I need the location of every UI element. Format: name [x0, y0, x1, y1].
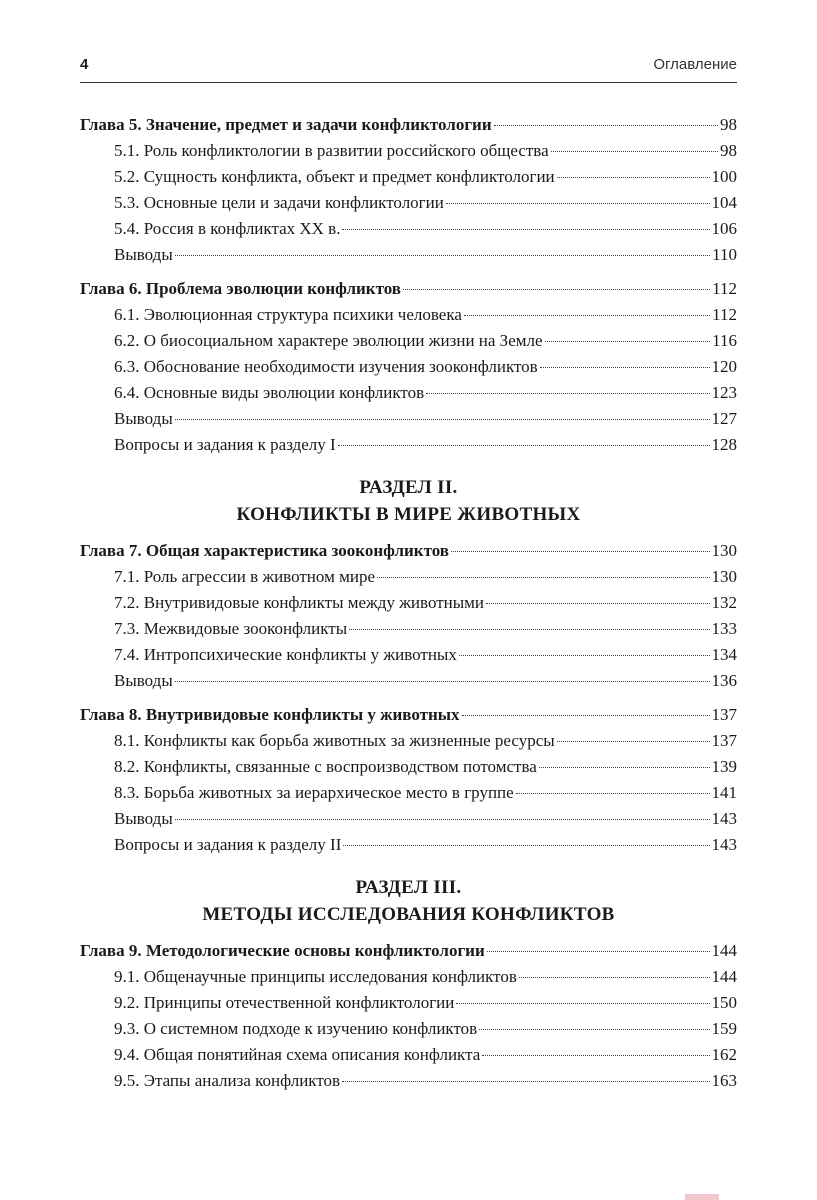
dot-leader [175, 819, 710, 820]
entry-page-number: 106 [711, 219, 737, 238]
toc-subsection-entry[interactable] [80, 354, 737, 380]
entry-title: 5.2. Сущность конфликта, объект и предмет конфликтологии [114, 167, 555, 186]
entry-title: Выводы [114, 671, 173, 690]
entry-title: Выводы [114, 245, 173, 264]
entry-page-number: 144 [711, 941, 737, 960]
entry-title: Выводы [114, 409, 173, 428]
entry-page-number: 143 [711, 809, 737, 828]
page-header [80, 56, 737, 83]
dot-leader [403, 289, 710, 290]
entry-title: 8.3. Борьба животных за иерархическое место в группе [114, 783, 514, 802]
entry-title: Глава 9. Методологические основы конфликтологии [80, 941, 485, 960]
section-heading [80, 474, 737, 528]
entry-page-number: 133 [711, 619, 737, 638]
dot-leader [456, 1003, 709, 1004]
dot-leader [175, 681, 710, 682]
entry-title: 9.2. Принципы отечественной конфликтологии [114, 993, 455, 1012]
toc-subsection-entry[interactable] [80, 1016, 737, 1042]
toc-chapter-entry[interactable] [80, 538, 737, 564]
corner-mark [685, 1194, 719, 1200]
dot-leader [519, 977, 710, 978]
entry-title: 6.3. Обоснование необходимости изучения зооконфликтов [114, 357, 538, 376]
entry-title: 9.5. Этапы анализа конфликтов [114, 1071, 341, 1090]
dot-leader [557, 741, 710, 742]
entry-title: Вопросы и задания к разделу I [114, 435, 336, 454]
toc-subsection-entry[interactable] [80, 328, 737, 354]
toc-subsection-entry[interactable] [80, 616, 737, 642]
entry-title: Глава 8. Внутривидовые конфликты у животных [80, 705, 460, 724]
dot-leader [545, 341, 711, 342]
dot-leader [426, 393, 709, 394]
dot-leader [175, 255, 710, 256]
section-number: РАЗДЕЛ III. [355, 877, 462, 898]
dot-leader [446, 203, 710, 204]
toc-subsection-entry[interactable] [80, 406, 737, 432]
toc-subsection-entry[interactable] [80, 806, 737, 832]
dot-leader [516, 793, 710, 794]
entry-title: 6.2. О биосоциальном характере эволюции жизни на Земле [114, 331, 543, 350]
entry-page-number: 136 [711, 671, 737, 690]
toc-subsection-entry[interactable] [80, 642, 737, 668]
entry-title: 5.3. Основные цели и задачи конфликтологии [114, 193, 444, 212]
section-number: РАЗДЕЛ II. [359, 477, 458, 498]
dot-leader [342, 229, 709, 230]
running-title: Оглавление [653, 56, 737, 73]
dot-leader [464, 315, 710, 316]
entry-page-number: 150 [711, 993, 737, 1012]
entry-page-number: 110 [712, 245, 737, 264]
entry-title: 7.4. Интропсихические конфликты у животных [114, 645, 457, 664]
toc-chapter-entry[interactable] [80, 276, 737, 302]
entry-page-number: 112 [712, 305, 737, 324]
entry-page-number: 130 [711, 541, 737, 560]
dot-leader [377, 577, 710, 578]
dot-leader [482, 1055, 709, 1056]
toc-chapter-entry[interactable] [80, 112, 737, 138]
dot-leader [451, 551, 710, 552]
dot-leader [487, 951, 710, 952]
dot-leader [486, 603, 709, 604]
entry-title: 9.1. Общенаучные принципы исследования конфликтов [114, 967, 517, 986]
dot-leader [540, 367, 710, 368]
toc-subsection-entry[interactable] [80, 380, 737, 406]
toc-subsection-entry[interactable] [80, 190, 737, 216]
entry-page-number: 98 [720, 115, 737, 134]
entry-title: Вопросы и задания к разделу II [114, 835, 342, 854]
toc-subsection-entry[interactable] [80, 564, 737, 590]
toc-subsection-entry[interactable] [80, 242, 737, 268]
entry-page-number: 100 [711, 167, 737, 186]
entry-page-number: 139 [711, 757, 737, 776]
entry-page-number: 127 [711, 409, 737, 428]
page-number: 4 [80, 56, 89, 73]
entry-title: Глава 7. Общая характеристика зооконфликтов [80, 541, 449, 560]
dot-leader [342, 1081, 709, 1082]
toc-subsection-entry[interactable] [80, 832, 737, 858]
toc-subsection-entry[interactable] [80, 432, 737, 458]
dot-leader [349, 629, 709, 630]
entry-title: 5.4. Россия в конфликтах XX в. [114, 219, 341, 238]
toc-subsection-entry[interactable] [80, 138, 737, 164]
entry-page-number: 128 [711, 435, 737, 454]
toc-subsection-entry[interactable] [80, 1042, 737, 1068]
entry-page-number: 116 [712, 331, 737, 350]
entry-title: Глава 6. Проблема эволюции конфликтов [80, 279, 401, 298]
dot-leader [175, 419, 710, 420]
toc-subsection-entry[interactable] [80, 990, 737, 1016]
dot-leader [551, 151, 718, 152]
entry-page-number: 134 [711, 645, 737, 664]
toc-subsection-entry[interactable] [80, 590, 737, 616]
entry-title: 9.4. Общая понятийная схема описания конфликта [114, 1045, 481, 1064]
entry-page-number: 163 [711, 1071, 737, 1090]
entry-page-number: 130 [711, 567, 737, 586]
entry-page-number: 137 [711, 731, 737, 750]
dot-leader [539, 767, 710, 768]
toc-chapter-entry[interactable] [80, 702, 737, 728]
section-title: КОНФЛИКТЫ В МИРЕ ЖИВОТНЫХ [236, 504, 581, 525]
toc-subsection-entry[interactable] [80, 216, 737, 242]
entry-title: 6.4. Основные виды эволюции конфликтов [114, 383, 425, 402]
entry-page-number: 112 [712, 279, 737, 298]
toc-chapter-entry[interactable] [80, 938, 737, 964]
entry-page-number: 132 [711, 593, 737, 612]
entry-page-number: 162 [711, 1045, 737, 1064]
dot-leader [462, 715, 710, 716]
toc-subsection-entry[interactable] [80, 302, 737, 328]
entry-page-number: 123 [711, 383, 737, 402]
dot-leader [459, 655, 710, 656]
dot-leader [343, 845, 709, 846]
toc-subsection-entry[interactable] [80, 668, 737, 694]
entry-title: 7.3. Межвидовые зооконфликты [114, 619, 348, 638]
toc-subsection-entry[interactable] [80, 164, 737, 190]
toc-subsection-entry[interactable] [80, 964, 737, 990]
entry-page-number: 144 [711, 967, 737, 986]
entry-title: Глава 5. Значение, предмет и задачи конфликтологии [80, 115, 492, 134]
toc-subsection-entry[interactable] [80, 1068, 737, 1094]
dot-leader [494, 125, 718, 126]
entry-title: 8.2. Конфликты, связанные с воспроизводством потомства [114, 757, 537, 776]
entry-title: 8.1. Конфликты как борьба животных за жизненные ресурсы [114, 731, 555, 750]
entry-page-number: 104 [711, 193, 737, 212]
entry-title: 9.3. О системном подходе к изучению конфликтов [114, 1019, 478, 1038]
entry-page-number: 143 [711, 835, 737, 854]
entry-title: 7.1. Роль агрессии в животном мире [114, 567, 375, 586]
section-title: МЕТОДЫ ИССЛЕДОВАНИЯ КОНФЛИКТОВ [202, 904, 615, 925]
dot-leader [338, 445, 710, 446]
section-heading [80, 874, 737, 928]
entry-page-number: 137 [711, 705, 737, 724]
entry-page-number: 98 [720, 141, 737, 160]
entry-page-number: 141 [711, 783, 737, 802]
dot-leader [479, 1029, 709, 1030]
table-of-contents [80, 112, 737, 1094]
toc-subsection-entry[interactable] [80, 754, 737, 780]
toc-subsection-entry[interactable] [80, 728, 737, 754]
entry-title: Выводы [114, 809, 173, 828]
entry-title: 7.2. Внутривидовые конфликты между животными [114, 593, 485, 612]
entry-title: 6.1. Эволюционная структура психики человека [114, 305, 462, 324]
dot-leader [557, 177, 710, 178]
toc-subsection-entry[interactable] [80, 780, 737, 806]
entry-page-number: 159 [711, 1019, 737, 1038]
entry-page-number: 120 [711, 357, 737, 376]
entry-title: 5.1. Роль конфликтологии в развитии российского общества [114, 141, 549, 160]
